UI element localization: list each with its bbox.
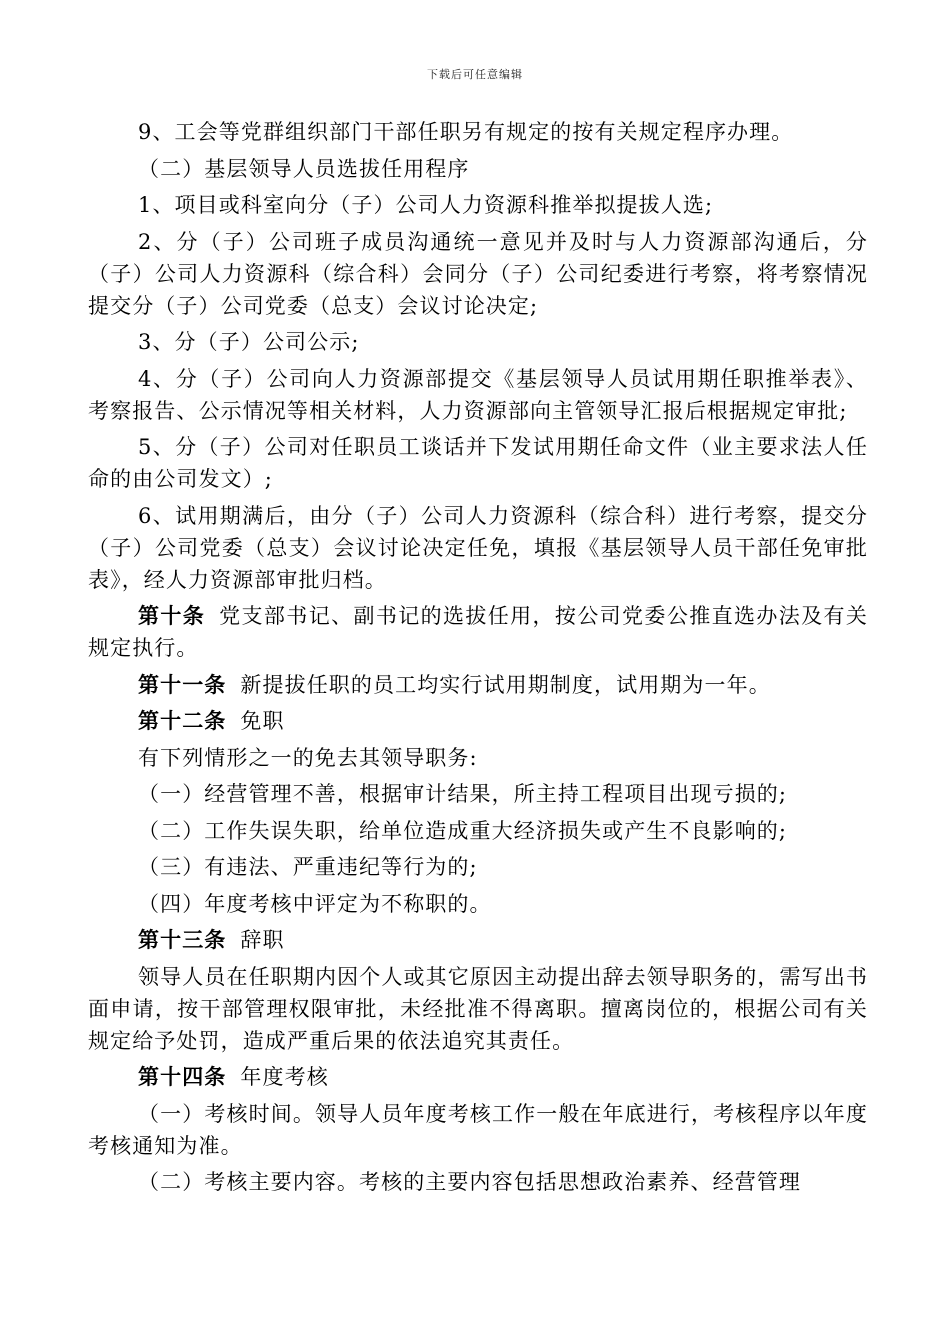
- document-body: [88, 116, 868, 1203]
- paragraph-item-9: 9、工会等党群组织部门干部任职另有规定的按有关规定程序办理。: [138, 120, 794, 144]
- paragraph-step-6: 6、试用期满后，由分（子）公司人力资源科（综合科）进行考察，提交分（子）公司党委（总支）会议讨论决定任免，填报《基层领导人员干部任免审批表》，经人力资源部审批归档。: [88, 503, 868, 592]
- article-13: [88, 924, 868, 956]
- article-10-text: 党支部书记、副书记的选拔任用，按公司党委公推直选办法及有关规定执行。: [88, 604, 868, 660]
- article-10-label: 第十条: [138, 604, 206, 628]
- article-10: [88, 600, 868, 664]
- paragraph-assessment-content: （二）考核主要内容。考核的主要内容包括思想政治素养、经营管理: [138, 1170, 801, 1194]
- paragraph-step-5: 5、分（子）公司对任职员工谈话并下发试用期任命文件（业主要求法人任命的由公司发文）;: [88, 435, 868, 491]
- paragraph-step-3: 3、分（子）公司公示;: [138, 330, 360, 354]
- article-12: [88, 705, 868, 737]
- article-14: [88, 1061, 868, 1093]
- article-11-label: 第十一条: [138, 672, 227, 697]
- article-12-label: 第十二条: [138, 709, 227, 733]
- paragraph-step-1: 1、项目或科室向分（子）公司人力资源科推举拟提拔人选;: [138, 193, 714, 217]
- paragraph-dismissal-intro: 有下列情形之一的免去其领导职务:: [138, 745, 478, 770]
- paragraph-dismissal-3: （三）有违法、严重违纪等行为的;: [138, 855, 478, 879]
- page-header: 下载后可任意编辑: [427, 68, 523, 81]
- paragraph-dismissal-1: （一）经营管理不善，根据审计结果，所主持工程项目出现亏损的;: [138, 782, 788, 806]
- paragraph-step-4: 4、分（子）公司向人力资源部提交《基层领导人员试用期任职推举表》、考察报告、公示情况等相关材料，人力资源部向主管领导汇报后根据规定审批;: [88, 366, 868, 423]
- paragraph-dismissal-2: （二）工作失误失职，给单位造成重大经济损失或产生不良影响的;: [138, 818, 788, 843]
- paragraph-dismissal-4: （四）年度考核中评定为不称职的。: [138, 891, 492, 916]
- paragraph-step-2: 2、分（子）公司班子成员沟通统一意见并及时与人力资源部沟通后，分（子）公司人力资源科（综合科）会同分（子）公司纪委进行考察，将考察情况提交分（子）公司党委（总支）会议讨论决定;: [88, 229, 868, 318]
- article-13-text: 辞职: [240, 928, 285, 952]
- article-11-text: 新提拔任职的员工均实行试用期制度，试用期为一年。: [240, 672, 771, 697]
- article-14-label: 第十四条: [138, 1065, 227, 1089]
- paragraph-assessment-time: （一）考核时间。领导人员年度考核工作一般在年底进行，考核程序以年度考核通知为准。: [88, 1101, 868, 1158]
- paragraph-resignation: 领导人员在任职期内因个人或其它原因主动提出辞去领导职务的，需写出书面申请，按干部管理权限审批，未经批准不得离职。擅离岗位的，根据公司有关规定给予处罚，造成严重后果的依法追究其责任。: [88, 964, 868, 1053]
- article-13-label: 第十三条: [138, 928, 227, 952]
- article-14-text: 年度考核: [240, 1065, 329, 1089]
- article-12-text: 免职: [240, 709, 285, 733]
- article-11: [88, 669, 868, 701]
- section-heading-grassroots: （二）基层领导人员选拔任用程序: [138, 156, 470, 181]
